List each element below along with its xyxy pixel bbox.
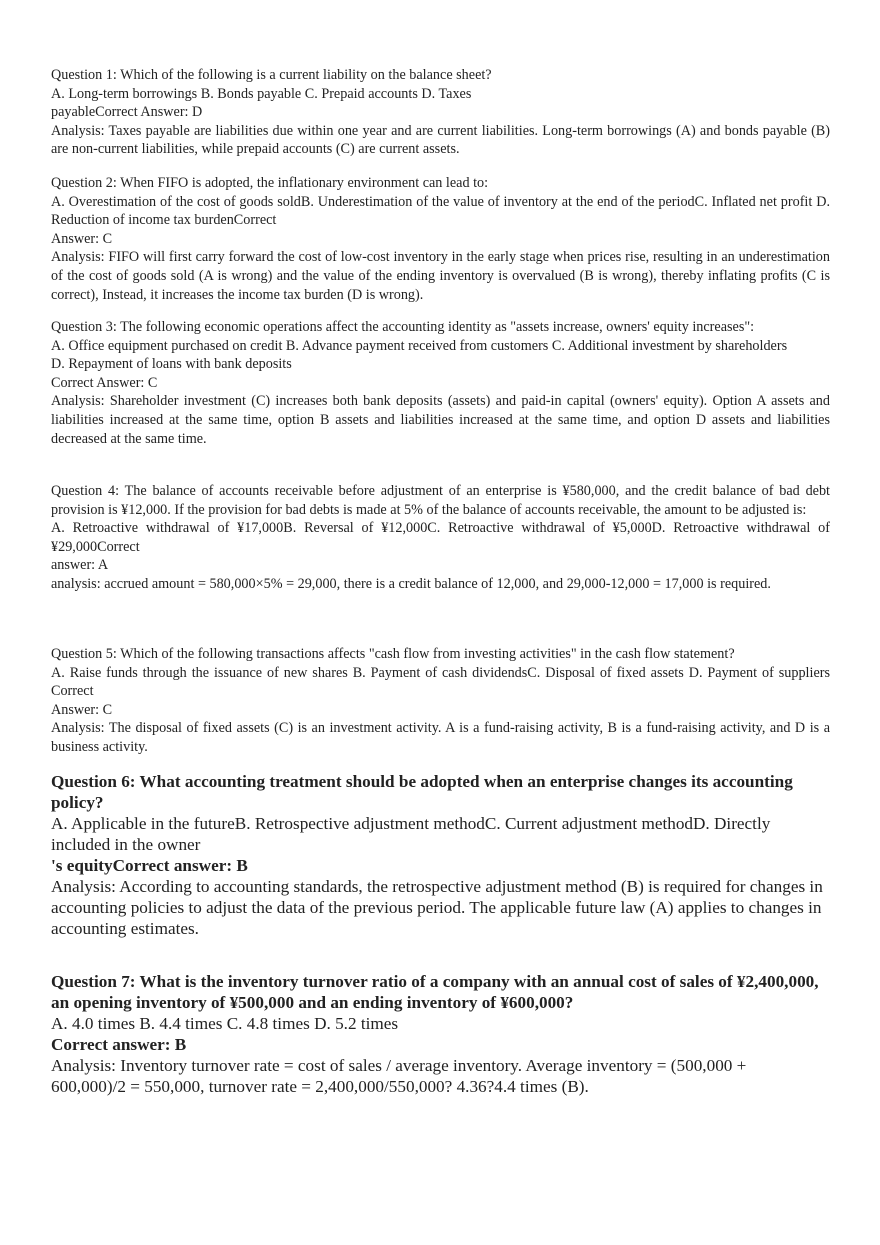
question-4 bbox=[51, 482, 830, 594]
question-1 bbox=[51, 66, 830, 159]
analysis: analysis: accrued amount = 580,000×5% = 29,000, there is a credit balance of 12,000, and 29,000-12,000 = 17,000 is required. bbox=[51, 575, 771, 592]
options: A. Long-term borrowings B. Bonds payable C. Prepaid accounts D. Taxes bbox=[51, 85, 472, 102]
options: A. Overestimation of the cost of goods soldB. Underestimation of the value of inventory at the end of the periodC. Inflated net profit D. Reduction of income tax burdenCorrect bbox=[51, 193, 830, 229]
options: A. Office equipment purchased on credit B. Advance payment received from customers C. Additional investment by shareholders bbox=[51, 337, 788, 354]
answer: Correct Answer: C bbox=[51, 374, 158, 391]
question-text: Question 1: Which of the following is a current liability on the balance sheet? bbox=[51, 67, 492, 83]
analysis: Analysis: According to accounting standards, the retrospective adjustment method (B) is required for changes in accounting policies to adjust the data of the previous period. The applicable future law (A) applies to changes in accounting estimates. bbox=[51, 877, 823, 938]
question-text: Question 4: The balance of accounts receivable before adjustment of an enterprise is ¥580,000, and the credit balance of bad debt provision is ¥12,000. If the provision for bad debts is made at 5% of the balance of accounts receivable, the amount to be adjusted is: bbox=[51, 483, 830, 518]
options: A. Retroactive withdrawal of ¥17,000B. Reversal of ¥12,000C. Retroactive withdrawal of ¥5,000D. Retroactive withdrawal of ¥29,000Correct bbox=[51, 520, 830, 555]
question-2 bbox=[51, 174, 830, 304]
answer: answer: A bbox=[51, 557, 109, 574]
options-answer: payableCorrect Answer: D bbox=[51, 104, 203, 121]
answer: Correct answer: B bbox=[51, 1035, 187, 1054]
analysis: Analysis: Inventory turnover rate = cost of sales / average inventory. Average inventory = (500,000 + 600,000)/2 = 550,000, turnover rate = 2,400,000/550,000? 4.36?4.4 times (B). bbox=[51, 1056, 747, 1096]
analysis: Analysis: Taxes payable are liabilities due within one year and are current liabilities. Long-term borrowings (A) and bonds payable (B) are non-current liabilities, while prepaid accounts (C) are current assets. bbox=[51, 122, 830, 158]
question-text: Question 2: When FIFO is adopted, the inflationary environment can lead to: bbox=[51, 175, 489, 191]
answer: Answer: C bbox=[51, 701, 113, 718]
options: A. Applicable in the futureB. Retrospective adjustment methodC. Current adjustment methodD. Directly included in the owner bbox=[51, 814, 771, 854]
question-6 bbox=[51, 771, 823, 939]
question-3 bbox=[51, 318, 830, 448]
question-text: Question 6: What accounting treatment should be adopted when an enterprise changes its accounting policy? bbox=[51, 772, 793, 812]
options-d: D. Repayment of loans with bank deposits bbox=[51, 356, 292, 373]
answer: Answer: C bbox=[51, 230, 113, 247]
question-text: Question 7: What is the inventory turnover ratio of a company with an annual cost of sales of ¥2,400,000, an opening inventory of ¥500,000 and an ending inventory of ¥600,000? bbox=[51, 972, 819, 1012]
analysis: Analysis: FIFO will first carry forward the cost of low-cost inventory in the early stage when prices rise, resulting in an underestimation of the cost of goods sold (A is wrong) and the value of the ending inventory is overvalued (B is wrong), thereby inflating profits (C is correct), Instead, it increases the income tax burden (D is wrong). bbox=[51, 249, 830, 303]
analysis: Analysis: Shareholder investment (C) increases both bank deposits (assets) and paid-in capital (owners' equity). Option A assets and liabilities increased at the same time, option B assets and liabilities increased at the same time, and option D assets and liabilities decreased at the same time. bbox=[51, 393, 830, 447]
analysis: Analysis: The disposal of fixed assets (C) is an investment activity. A is a fund-raising activity, B is a fund-raising activity, and D is a business activity. bbox=[51, 720, 830, 755]
options: A. Raise funds through the issuance of new shares B. Payment of cash dividendsC. Disposal of fixed assets D. Payment of suppliers Correct bbox=[51, 664, 830, 700]
options: A. 4.0 times B. 4.4 times C. 4.8 times D. 5.2 times bbox=[51, 1014, 399, 1033]
question-7 bbox=[51, 971, 823, 1097]
question-5 bbox=[51, 645, 830, 757]
question-text: Question 5: Which of the following transactions affects "cash flow from investing activities" in the cash flow statement? bbox=[51, 646, 735, 662]
question-text: Question 3: The following economic operations affect the accounting identity as "assets increase, owners' equity increases": bbox=[51, 319, 755, 335]
answer: 's equityCorrect answer: B bbox=[51, 856, 248, 875]
